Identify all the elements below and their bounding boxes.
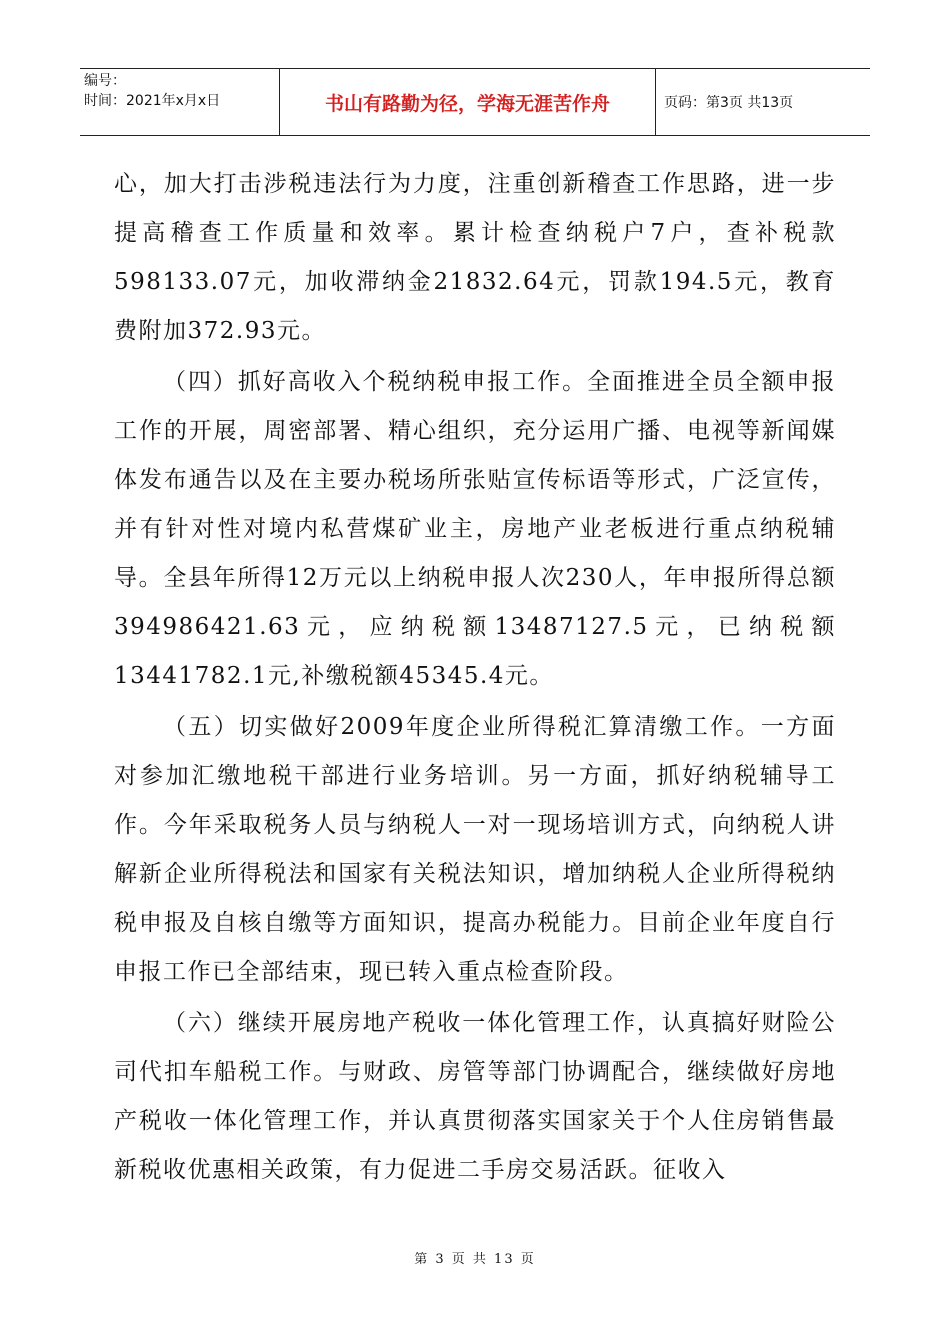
paragraph-section-5: （五）切实做好2009年度企业所得税汇算清缴工作。一方面对参加汇缴地税干部进行业务培训。另一方面，抓好纳税辅导工作。今年采取税务人员与纳税人一对一现场培训方式，向纳税人讲解新企业所得税法和国家有关税法知识，增加纳税人企业所得税纳税申报及自核自缴等方面知识，提高办税能力。目前企业年度自行申报工作已全部结束，现已转入重点检查阶段。: [114, 714, 836, 985]
page-footer: 第 3 页 共 13 页: [414, 1252, 536, 1267]
page-header: [80, 68, 870, 136]
document-body: [114, 160, 836, 1197]
document-number: 编号：: [84, 73, 126, 89]
header-page-number: 页码：第3页 共13页: [664, 95, 794, 111]
paragraph-section-4: （四）抓好高收入个税纳税申报工作。全面推进全员全额申报工作的开展，周密部署、精心组织，充分运用广播、电视等新闻媒体发布通告以及在主要办税场所张贴宣传标语等形式，广泛宣传，并有针对性对境内私营煤矿业主，房地产业老板进行重点纳税辅导。全县年所得12万元以上纳税申报人次230人，年申报所得总额394986421.63元，应纳税额13487127.5元，已纳税额13441782.1元,补缴税额45345.4元。: [114, 369, 836, 689]
paragraph-section-6: （六）继续开展房地产税收一体化管理工作，认真搞好财险公司代扣车船税工作。与财政、房管等部门协调配合，继续做好房地产税收一体化管理工作，并认真贯彻落实国家关于个人住房销售最新税收优惠相关政策，有力促进二手房交易活跃。征收入: [114, 1010, 836, 1183]
document-time: 时间：2021年x月x日: [84, 93, 221, 109]
header-meta: [80, 69, 280, 135]
header-motto: 书山有路勤为径，学海无涯苦作舟: [280, 69, 656, 135]
paragraph-continuation: 心，加大打击涉税违法行为力度，注重创新稽查工作思路，进一步提高稽查工作质量和效率。累计检查纳税户7户，查补税款598133.07元，加收滞纳金21832.64元，罚款194.5元，教育费附加372.93元。: [114, 171, 836, 344]
